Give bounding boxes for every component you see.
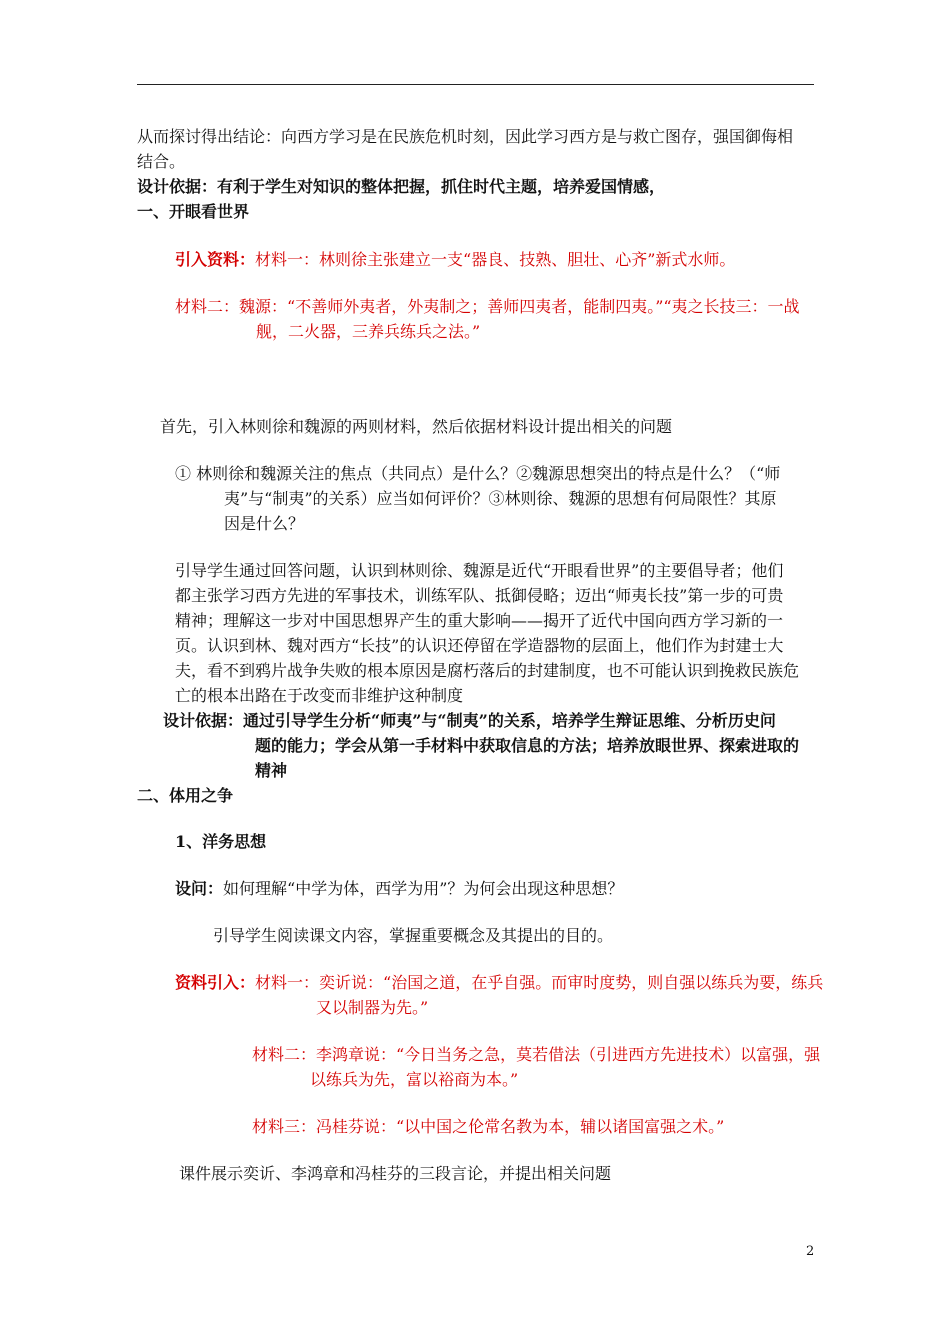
questions-line1: ① 林则徐和魏源关注的焦点（共同点）是什么？②魏源思想突出的特点是什么？（“师: [175, 464, 781, 483]
question-line: 设问：如何理解“中学为体，西学为用”？为何会出现这种思想？: [175, 879, 624, 898]
questions-line2: 夷”与“制夷”的关系）应当如何评价？③林则徐、魏源的思想有何局限性？其原: [224, 489, 777, 508]
questions-line3: 因是什么？: [224, 514, 305, 533]
material-yixin: 资料引入：材料一：奕䜣说：“治国之道，在乎自强。而审时度势，则自强以练兵为要，练兵: [175, 973, 824, 992]
reading-guide: 引导学生阅读课文内容，掌握重要概念及其提出的目的。: [213, 926, 614, 945]
material1: 引入资料：材料一：林则徐主张建立一支“器良、技熟、胆壮、心齐”新式水师。: [175, 250, 736, 269]
material-intro-label: 引入资料：: [175, 250, 256, 269]
design-basis-2: 设计依据：通过引导学生分析“师夷”与“制夷”的关系，培养学生辩证思维、分析历史问: [163, 711, 776, 730]
design-basis-1: 设计依据：有利于学生对知识的整体把握，抓住时代主题，培养爱国情感，: [137, 177, 666, 196]
section1-heading: 一、开眼看世界: [137, 202, 250, 221]
header-rule: [137, 84, 814, 85]
question-label: 设问：: [175, 879, 224, 898]
conclusion-paragraph: 从而探讨得出结论：向西方学习是在民族危机时刻，因此学习西方是与救亡图存，强国御侮相 结合。: [137, 127, 794, 171]
section2-subheading: 1、洋务思想: [175, 832, 267, 851]
page-number: 2: [806, 1244, 815, 1259]
material-li-hongzhang-continued: 以练兵为先，富以裕商为本。”: [310, 1070, 519, 1089]
material2-continued: 舰，二火器，三养兵练兵之法。”: [256, 322, 481, 341]
material-intro-label-2: 资料引入：: [175, 973, 256, 992]
material-yixin-continued: 又以制器为先。”: [316, 998, 429, 1017]
closing-paragraph: 课件展示奕䜣、李鸿章和冯桂芬的三段言论，并提出相关问题: [179, 1164, 612, 1183]
first-paragraph: 首先，引入林则徐和魏源的两则材料，然后依据材料设计提出相关的问题: [160, 417, 673, 436]
material2: 材料二：魏源：“不善师外夷者，外夷制之；善师四夷者，能制四夷。”“夷之长技三：一战: [175, 297, 800, 316]
section2-heading: 二、体用之争: [137, 786, 234, 805]
design-basis-2-line2: 题的能力；学会从第一手材料中获取信息的方法；培养放眼世界、探索进取的: [255, 736, 800, 755]
design-basis-2-line3: 精神: [255, 761, 288, 780]
material-feng-guifen: 材料三：冯桂芬说：“以中国之伦常名教为本，辅以诸国富强之术。”: [252, 1117, 725, 1136]
material-li-hongzhang: 材料二：李鸿章说：“今日当务之急，莫若借法（引进西方先进技术）以富强，强: [252, 1045, 821, 1064]
guide-paragraph: 引导学生通过回答问题，认识到林则徐、魏源是近代“开眼看世界”的主要倡导者；他们 都主张学习西方先进的军事技术，训练军队、抵御侵略；迈出“师夷长技”第一步的可贵 精神；理解这一步对中国思想界产生的重大影响——揭开了近代中国向西方学习新的一 页。认识到林、魏对西方“长技”的认识还停留在学造器物的层面上，他们作为封建士大 夫，看不到鸦片战争失败的根本原因是腐朽落后的封建制度，也不可能认识到挽救民族危 亡的根本出路在于改变而非维护这种制度: [175, 561, 800, 705]
